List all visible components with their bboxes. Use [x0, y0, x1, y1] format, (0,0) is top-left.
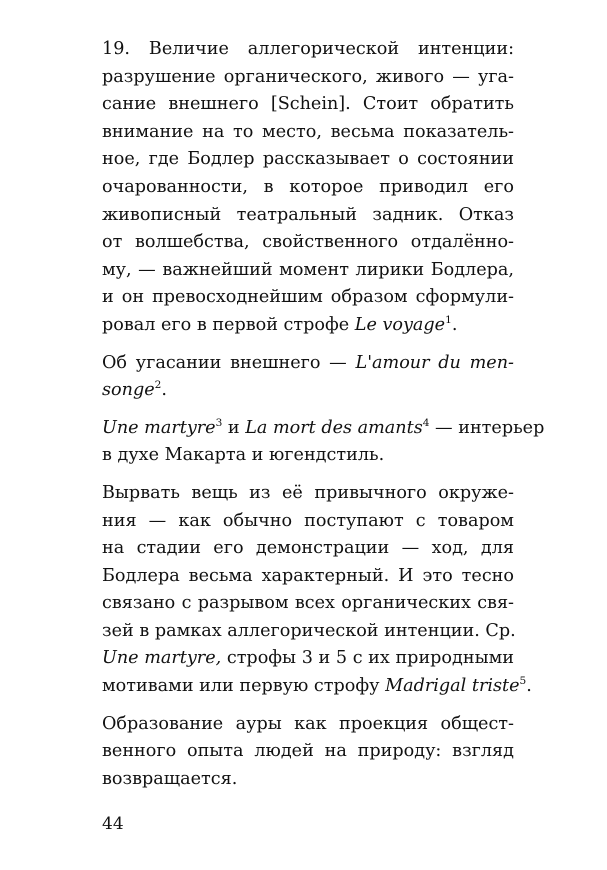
text-line: и он превосходнейшим образом сформули- — [102, 287, 514, 308]
text-fragment: — интерьер — [429, 417, 545, 438]
footnote-marker: 3 — [215, 416, 223, 429]
text-line: разрушение органического, живого — уга- — [102, 66, 514, 87]
paragraph-3 — [102, 415, 545, 470]
paragraph-2 — [102, 350, 514, 405]
text-line — [102, 377, 514, 405]
text-line — [102, 645, 514, 673]
section-heading: 19. Величие аллегорической интенции: — [102, 39, 514, 59]
text-line — [102, 350, 514, 378]
text-fragment: и — [222, 417, 246, 438]
text-line: венного опыта людей на природу: взгляд — [102, 741, 514, 762]
text-line — [102, 673, 532, 701]
text-line: ное, где Бодлер рассказывает о состоянии — [102, 149, 514, 170]
text-fragment: мотивами или первую строфу — [102, 676, 386, 697]
main-text — [102, 36, 545, 803]
page-number: 44 — [102, 814, 124, 834]
text-line: внимание на то место, весьма показатель- — [102, 121, 514, 142]
text-line: Вырвать вещь из её привычного окруже- — [102, 482, 514, 503]
text-line: Образование ауры как проекция общест- — [102, 713, 514, 734]
text-line: на стадии его демонстрации — ход, для — [102, 538, 514, 559]
footnote-marker: 4 — [422, 416, 430, 429]
paragraph-5 — [102, 711, 514, 794]
text-line: очарованности, в которое приводил его — [102, 176, 514, 197]
poem-title: songe — [102, 380, 155, 401]
poem-title: La mort des amants — [245, 417, 423, 438]
text-fragment: . — [451, 314, 458, 335]
paragraph-1 — [102, 36, 514, 340]
text-line: в духе Макарта и югендстиль. — [102, 445, 385, 466]
text-fragment: . — [161, 380, 167, 401]
poem-title: Le voyage — [354, 314, 446, 335]
footnote-marker: 2 — [154, 379, 162, 392]
poem-title: L'amour du men- — [355, 352, 514, 373]
text-fragment: строфы 3 и 5 с их природными — [221, 648, 515, 669]
text-fragment: . — [526, 676, 532, 697]
text-line: сание внешнего [Schein]. Стоит обратить — [102, 94, 514, 115]
text-line: живописный театральный задник. Отказ — [102, 204, 514, 225]
text-fragment: ровал его в первой строфе — [102, 314, 355, 335]
text-line: ния — как обычно поступают с товаром — [102, 510, 514, 531]
text-line: му, — важнейший момент лирики Бодлера, — [102, 259, 514, 280]
poem-title: Une martyre — [102, 417, 216, 438]
poem-title: Madrigal triste — [385, 676, 520, 697]
poem-title: Une martyre, — [102, 648, 222, 669]
text-line: от волшебства, свойственного отдалённо- — [102, 232, 514, 253]
text-line: зей в рамках аллегорической интенции. Ср. — [102, 620, 516, 641]
text-line: связано с разрывом всех органических свя- — [102, 593, 514, 614]
text-line: Бодлера весьма характерный. И это тесно — [102, 565, 514, 586]
text-line — [102, 312, 514, 340]
text-line: возвращается. — [102, 768, 238, 789]
text-fragment: Об угасании внешнего — — [102, 352, 356, 373]
footnote-marker: 1 — [445, 314, 452, 327]
paragraph-4 — [102, 480, 532, 701]
footnote-marker: 5 — [519, 675, 527, 688]
text-line — [102, 415, 545, 443]
